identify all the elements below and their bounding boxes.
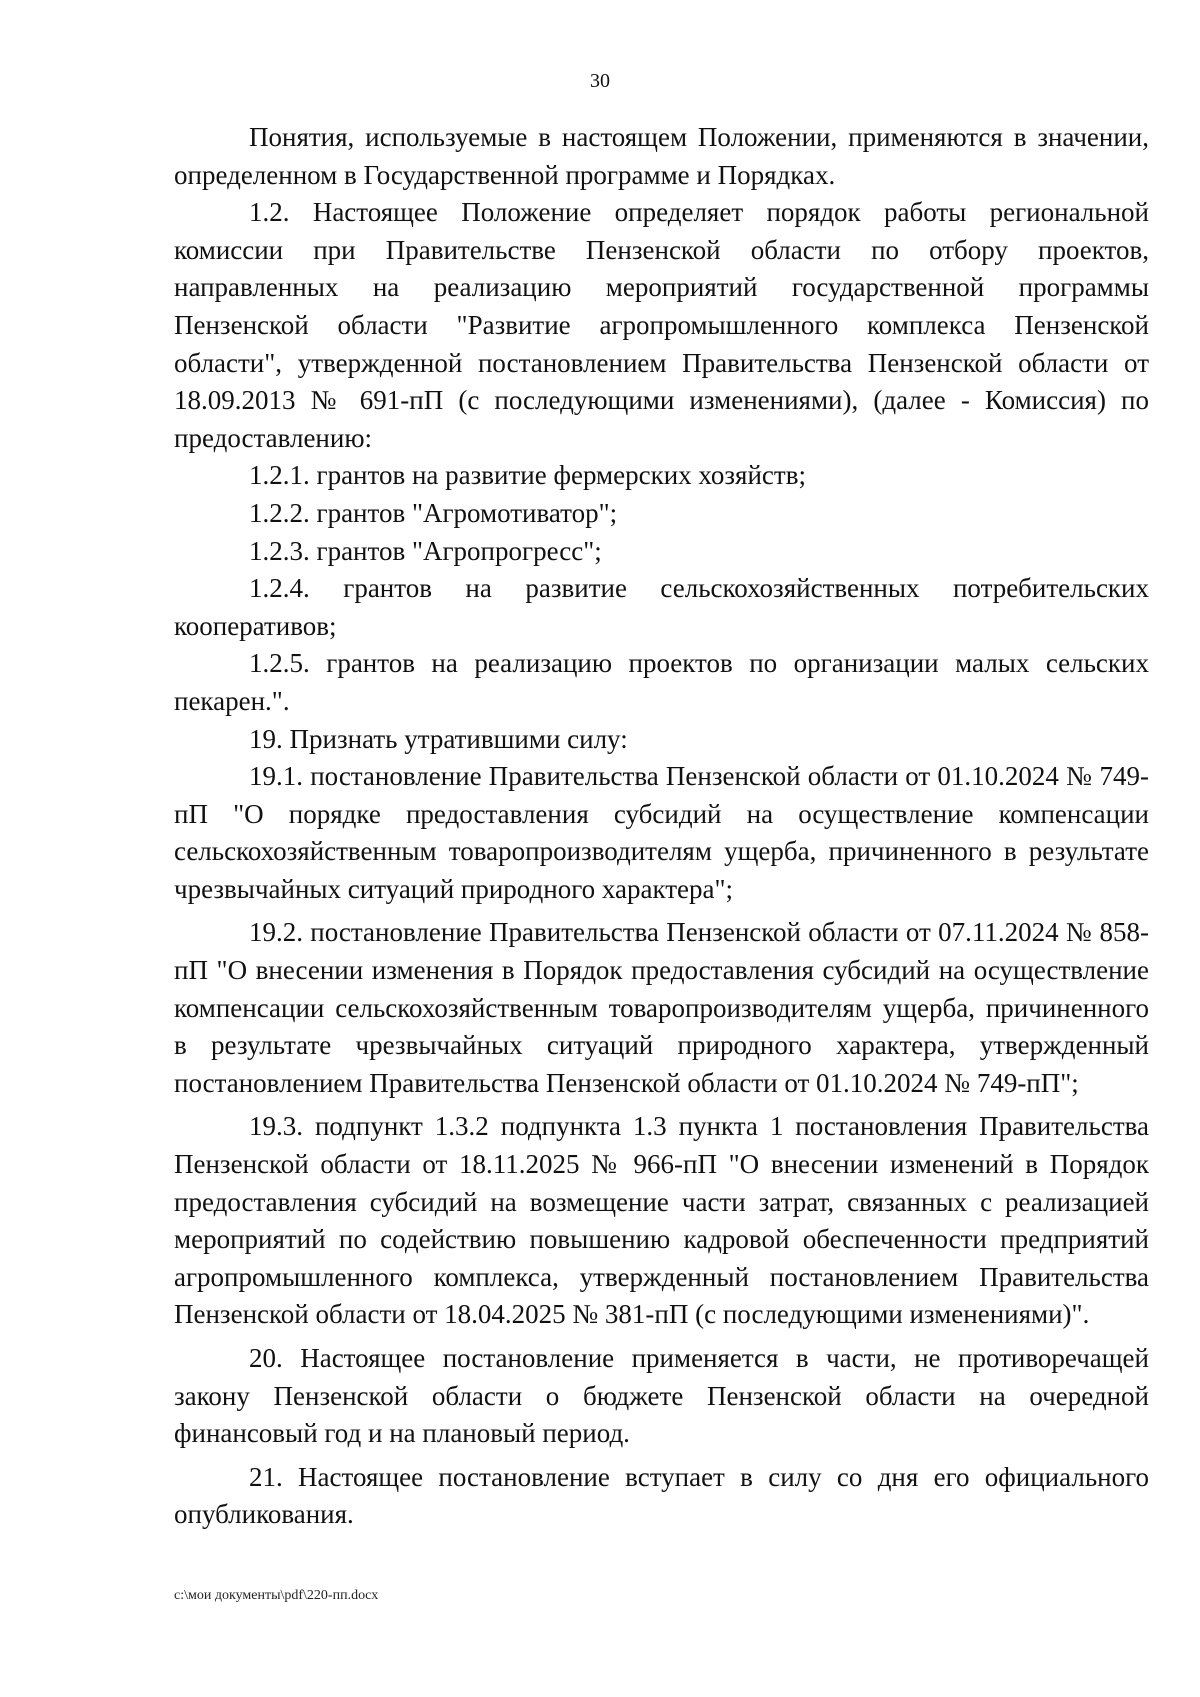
paragraph-19-2: 19.2. постановление Правительства Пензенской области от 07.11.2024 № 858-пП "О внесении изменения в Порядок предоставления субсидий на осуществление компенсации сельскохозяйственным товаропроизводителям ущерба, причиненного в результате чрезвычайных ситуаций природного характера, утвержденный постановлением Правительства Пензенской области от 01.10.2024 № 749-пП"; — [174, 917, 1149, 1098]
paragraph-1-2-3: 1.2.3. грантов "Агропрогресс"; — [249, 535, 602, 566]
paragraph-1-2-5: 1.2.5. грантов на реализацию проектов по организации малых сельских пекарен.". — [174, 648, 1149, 716]
page-number: 30 — [590, 70, 610, 92]
paragraph-1-2: 1.2. Настоящее Положение определяет порядок работы региональной комиссии при Правительстве Пензенской области по отбору проектов, направленных на реализацию мероприятий государственной программы Пензенской области "Развитие агропромышленного комплекса Пензенской области", утвержденной постановлением Правительства Пензенской области от 18.09.2013 № 691-пП (с последующими изменениями), (далее - Комиссия) по предоставлению: — [174, 197, 1149, 453]
paragraph-19-1: 19.1. постановление Правительства Пензенской области от 01.10.2024 № 749-пП "О порядке предоставления субсидий на осуществление компенсации сельскохозяйственным товаропроизводителям ущерба, причиненного в результате чрезвычайных ситуаций природного характера"; — [174, 761, 1149, 904]
paragraph-19-3: 19.3. подпункт 1.3.2 подпункта 1.3 пункта 1 постановления Правительства Пензенской области от 18.11.2025 № 966-пП "О внесении изменений в Порядок предоставления субсидий на возмещение части затрат, связанных с реализацией мероприятий по содействию повышению кадровой обеспеченности предприятий агропромышленного комплекса, утвержденный постановлением Правительства Пензенской области от 18.04.2025 № 381-пП (с последующими изменениями)". — [174, 1111, 1149, 1330]
document-body — [174, 119, 1149, 1534]
paragraph-21: 21. Настоящее постановление вступает в силу со дня его официального опубликования. — [174, 1461, 1149, 1530]
paragraph-definitions: Понятия, используемые в настоящем Положении, применяются в значении, определенном в Государственной программе и Порядках. — [174, 122, 1149, 190]
paragraph-19: 19. Признать утратившими силу: — [249, 723, 628, 754]
paragraph-1-2-4: 1.2.4. грантов на развитие сельскохозяйственных потребительских кооперативов; — [174, 573, 1149, 641]
paragraph-20: 20. Настоящее постановление применяется в части, не противоречащей закону Пензенской области о бюджете Пензенской области на очередной финансовый год и на плановый период. — [174, 1343, 1149, 1449]
file-path-footer: c:\мои документы\pdf\220-пп.docx — [174, 1588, 379, 1603]
paragraph-1-2-2: 1.2.2. грантов "Агромотиватор"; — [249, 497, 618, 528]
paragraph-1-2-1: 1.2.1. грантов на развитие фермерских хозяйств; — [249, 460, 806, 491]
